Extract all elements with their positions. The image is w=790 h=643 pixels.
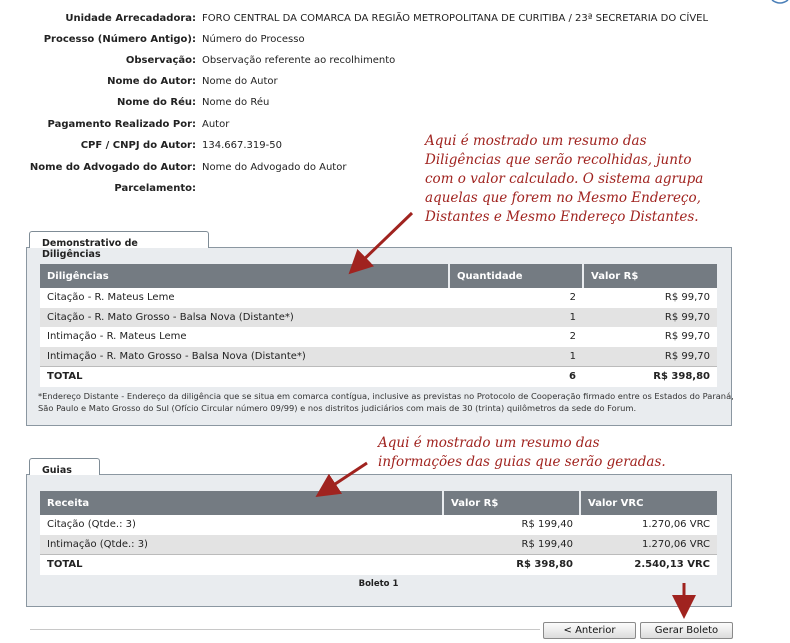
cell-vrc: 1.270,06 VRC	[580, 535, 717, 555]
cell-vrc: 1.270,06 VRC	[580, 515, 717, 535]
tab-demonstrativo-diligencias[interactable]: Demonstrativo de Diligências	[29, 231, 209, 248]
annotation-line: informações das guias que serão geradas.	[378, 454, 666, 470]
table-row	[40, 288, 717, 308]
arrow-icon-top-right	[772, 0, 788, 3]
table-total-row	[40, 555, 717, 575]
cell-valor: R$ 199,40	[443, 515, 580, 535]
cell-valor: R$ 199,40	[443, 535, 580, 555]
annotation-guias	[378, 434, 666, 472]
info-row-processo	[0, 29, 790, 50]
header-valor: Valor R$	[583, 264, 717, 288]
info-value: FORO CENTRAL DA COMARCA DA REGIÃO METROPOLITANA DE CURITIBA / 23ª SECRETARIA DO CÍVEL	[202, 13, 709, 24]
header-vrc: Valor VRC	[580, 491, 717, 515]
header-receita: Receita	[40, 491, 443, 515]
info-value: Nome do Autor	[202, 76, 278, 87]
diligencias-table	[40, 264, 717, 387]
cell-total-valor: R$ 398,80	[443, 555, 580, 575]
cell-valor: R$ 99,70	[583, 288, 717, 308]
cell-receita: Citação (Qtde.: 3)	[40, 515, 443, 535]
info-label: Nome do Autor:	[107, 76, 196, 87]
annotation-line: com o valor calculado. O sistema agrupa	[425, 171, 704, 187]
tab-guias[interactable]: Guias	[29, 458, 100, 475]
bottom-divider	[30, 629, 540, 630]
footnote-distante	[38, 390, 734, 414]
info-value: 134.667.319-50	[202, 140, 282, 151]
info-label: Observação:	[125, 55, 196, 66]
header-diligencias: Diligências	[40, 264, 449, 288]
cell-receita: Intimação (Qtde.: 3)	[40, 535, 443, 555]
info-row-unidade	[0, 8, 790, 29]
info-row-observacao	[0, 50, 790, 71]
table-row	[40, 308, 717, 328]
table-row	[40, 347, 717, 367]
cell-total-vrc: 2.540,13 VRC	[580, 555, 717, 575]
cell-total-label: TOTAL	[40, 367, 449, 387]
cell-total-qtd: 6	[449, 367, 583, 387]
info-value: Número do Processo	[202, 34, 305, 45]
annotation-line: Aqui é mostrado um resumo das	[425, 133, 647, 149]
cell-desc: Citação - R. Mateus Leme	[40, 288, 449, 308]
gerar-boleto-button[interactable]: Gerar Boleto	[640, 622, 733, 639]
cell-desc: Intimação - R. Mato Grosso - Balsa Nova (Distante*)	[40, 347, 449, 367]
info-row-autor	[0, 71, 790, 92]
cell-desc: Intimação - R. Mateus Leme	[40, 327, 449, 347]
anterior-button[interactable]: < Anterior	[543, 622, 636, 639]
table-total-row	[40, 367, 717, 387]
table-row	[40, 515, 717, 535]
annotation-line: aquelas que forem no Mesmo Endereço,	[425, 190, 701, 206]
annotation-diligencias	[425, 132, 703, 227]
info-label: Parcelamento:	[114, 183, 196, 194]
table-row	[40, 535, 717, 555]
table-header-row	[40, 264, 717, 288]
cell-qtd: 2	[449, 327, 583, 347]
info-label: Nome do Réu:	[116, 97, 196, 108]
cell-qtd: 2	[449, 288, 583, 308]
cell-valor: R$ 99,70	[583, 347, 717, 367]
info-value: Autor	[202, 119, 230, 130]
cell-valor: R$ 99,70	[583, 308, 717, 328]
footnote-line: *Endereço Distante - Endereço da diligência que se situa em comarca contígua, inclusive as previstas no Protocolo de Cooperação firmado entre os Estados do Paraná,	[38, 391, 734, 401]
header-quantidade: Quantidade	[449, 264, 583, 288]
info-label: Unidade Arrecadadora:	[65, 13, 196, 24]
footnote-line: São Paulo e Mato Grosso do Sul (Ofício Circular número 09/99) e nos distritos judiciários com mais de 30 (trinta) quilômetros da sede do Forum.	[38, 403, 637, 413]
info-label: Nome do Advogado do Autor:	[29, 162, 196, 173]
info-label: Processo (Número Antigo):	[43, 34, 196, 45]
info-value: Nome do Réu	[202, 97, 270, 108]
cell-qtd: 1	[449, 347, 583, 367]
annotation-line: Diligências que serão recolhidas, junto	[425, 152, 692, 168]
annotation-line: Aqui é mostrado um resumo das	[378, 435, 600, 451]
cell-total-label: TOTAL	[40, 555, 443, 575]
cell-valor: R$ 99,70	[583, 327, 717, 347]
info-label: CPF / CNPJ do Autor:	[80, 140, 196, 151]
boleto-label: Boleto 1	[358, 579, 399, 589]
table-header-row	[40, 491, 717, 515]
cell-qtd: 1	[449, 308, 583, 328]
header-valor: Valor R$	[443, 491, 580, 515]
info-value: Nome do Advogado do Autor	[202, 162, 347, 173]
cell-desc: Citação - R. Mato Grosso - Balsa Nova (Distante*)	[40, 308, 449, 328]
guias-table	[40, 491, 717, 575]
info-value: Observação referente ao recolhimento	[202, 55, 396, 66]
cell-total-valor: R$ 398,80	[583, 367, 717, 387]
table-row	[40, 327, 717, 347]
info-label: Pagamento Realizado Por:	[47, 119, 196, 130]
info-row-reu	[0, 92, 790, 113]
annotation-line: Distantes e Mesmo Endereço Distantes.	[425, 209, 699, 225]
